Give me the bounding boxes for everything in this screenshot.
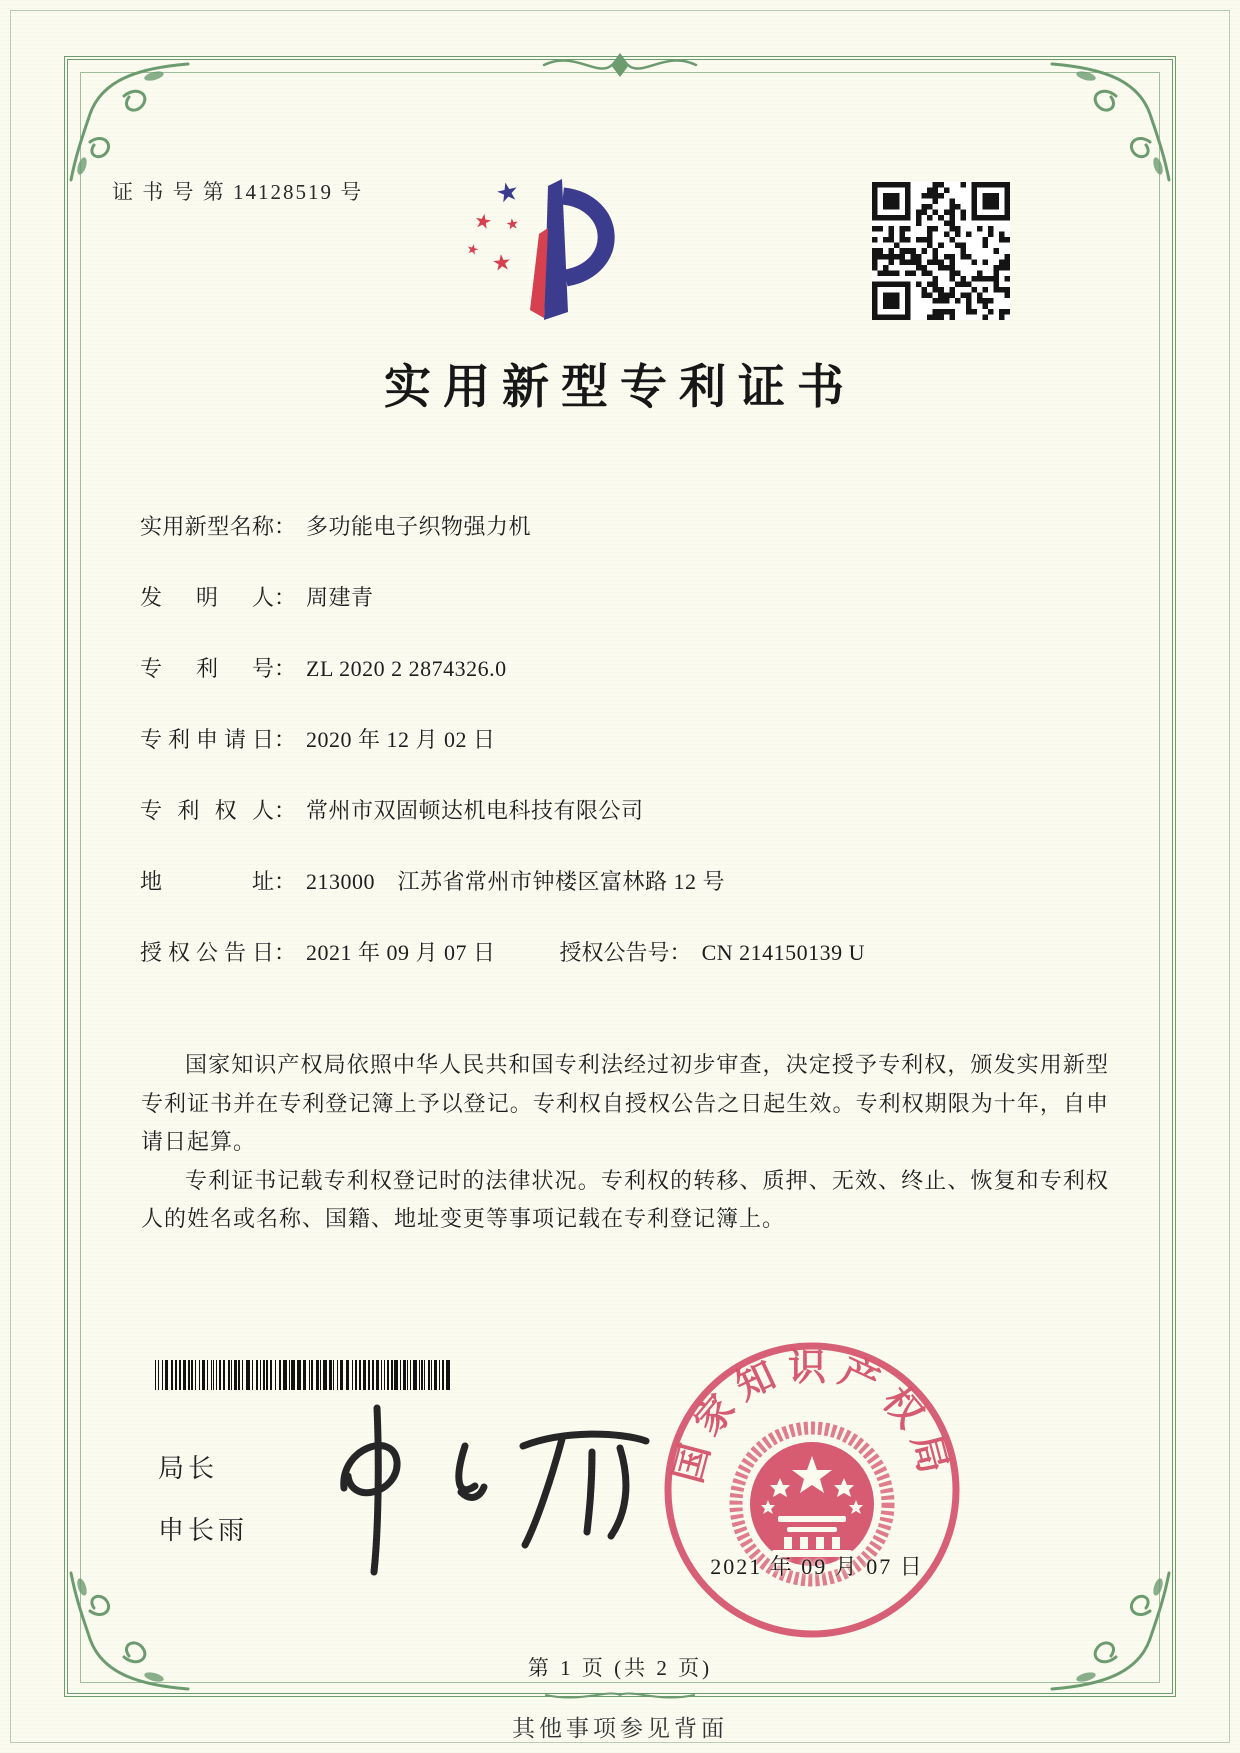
field-label: 实用新型名称 <box>140 514 274 539</box>
corner-flourish-icon <box>1049 58 1174 183</box>
commissioner-title: 局长 <box>158 1453 219 1483</box>
field-grant-date-and-number: 授权公告日： 2021 年 09 月 07 日 授权公告号： CN 214150139 U <box>140 938 1120 968</box>
field-label: 专利申请日 <box>140 727 274 752</box>
legal-paragraph: 国家知识产权局依照中华人民共和国专利法经过初步审查，决定授予专利权，颁发实用新型专利证书并在专利登记簿上予以登记。专利权自授权公告之日起生效。专利权期限为十年，自申请日起算。 <box>141 1052 1109 1154</box>
field-value: 周建青 <box>306 585 374 610</box>
field-utility-model-name: 实用新型名称： 多功能电子织物强力机 <box>140 512 1120 542</box>
page-title: 实用新型专利证书 <box>384 362 856 414</box>
field-value: 多功能电子织物强力机 <box>306 514 532 539</box>
qr-code-icon <box>872 182 1010 320</box>
field-patent-number: 专利号： ZL 2020 2 2874326.0 <box>140 654 1120 684</box>
field-value: 常州市双固顿达机电科技有限公司 <box>306 798 644 823</box>
certificate-number: 证 书 号 第 14128519 号 <box>112 180 364 204</box>
seal-date: 2021 年 09 月 07 日 <box>710 1554 924 1579</box>
barcode-icon <box>155 1360 455 1390</box>
logo-p-bowl <box>563 196 606 278</box>
field-patentee: 专利权人： 常州市双固顿达机电科技有限公司 <box>140 796 1120 826</box>
handwritten-signature-icon <box>298 1392 668 1587</box>
cnipa-logo-icon <box>462 172 632 324</box>
field-label: 发明人 <box>140 585 274 610</box>
field-label: 授权公告号 <box>559 940 670 965</box>
logo-star-icon: ★ <box>504 216 521 234</box>
page-number: 第 1 页 (共 2 页) <box>527 1656 713 1680</box>
logo-star-icon: ★ <box>493 175 522 210</box>
field-list <box>140 512 1120 1009</box>
field-grant-number: 授权公告号： CN 214150139 U <box>559 940 866 965</box>
logo-star-icon: ★ <box>472 209 494 235</box>
field-label: 地址 <box>140 869 274 894</box>
back-note: 其他事项参见背面 <box>512 1716 728 1741</box>
corner-flourish-icon <box>66 58 191 183</box>
field-label: 专利权人 <box>140 798 274 823</box>
legal-text <box>141 1046 1109 1239</box>
field-label: 专利号 <box>140 656 274 681</box>
legal-paragraph: 专利证书记载专利权登记时的法律状况。专利权的转移、质押、无效、终止、恢复和专利权人的姓名或名称、国籍、地址变更等事项记载在专利登记簿上。 <box>141 1167 1109 1231</box>
field-value: 2020 年 12 月 02 日 <box>306 727 496 752</box>
logo-star-icon: ★ <box>464 241 481 260</box>
field-value: CN 214150139 U <box>701 940 866 965</box>
field-label: 授权公告日 <box>140 940 274 965</box>
field-address: 地址： 213000 江苏省常州市钟楼区富林路 12 号 <box>140 867 1120 897</box>
field-filing-date: 专利申请日： 2020 年 12 月 02 日 <box>140 725 1120 755</box>
official-seal-icon <box>660 1338 965 1643</box>
seal-text: 国家知识产权局 <box>667 1347 957 1488</box>
field-inventor: 发明人： 周建青 <box>140 583 1120 613</box>
logo-star-icon: ★ <box>490 249 513 276</box>
field-value: 213000 江苏省常州市钟楼区富林路 12 号 <box>306 869 726 894</box>
top-center-ornament-icon <box>540 48 700 87</box>
bottom-center-ornament-icon <box>540 1680 700 1705</box>
commissioner-name: 申长雨 <box>158 1515 249 1545</box>
field-value: ZL 2020 2 2874326.0 <box>306 656 507 681</box>
field-value: 2021 年 09 月 07 日 <box>306 940 496 965</box>
